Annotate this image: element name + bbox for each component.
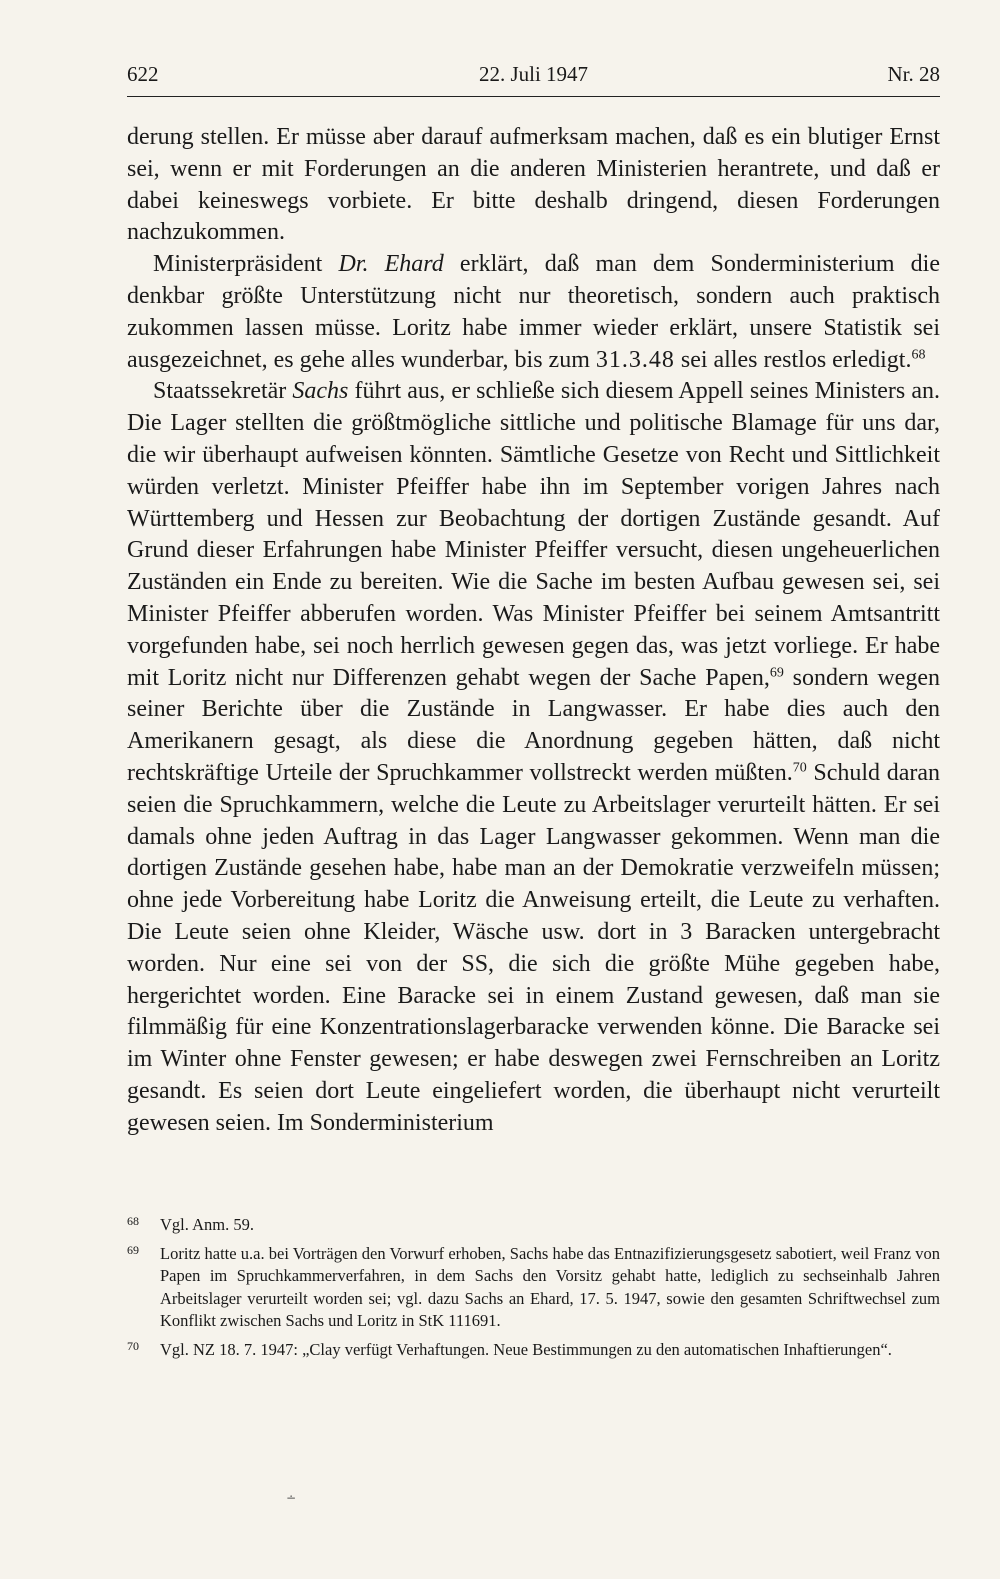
footnote (127, 1339, 940, 1362)
footnote-ref-69: 69 (769, 665, 784, 681)
paragraph-3-text-1: führt aus, er schließe sich diesem Appell seines Ministers an. Die Lager stellten die größtmögliche sittliche und politische Blamage für uns dar, die wir überhaupt aufweisen könnten. Sämtliche Gesetze von Recht und Sittlichkeit würden verletzt. Minister Pfeiffer habe ihn im September vorigen Jahres nach Württemberg und Hessen zur Beobachtung der dortigen Zustände gesandt. Auf Grund dieser Erfahrungen habe Minister Pfeiffer versucht, diesen ungeheuerlichen Zuständen ein Ende zu bereiten. Wie die Sache im besten Aufbau gewesen sei, sei Minister Pfeiffer abberufen worden. Was Minister Pfeiffer bei seinem Amtsantritt vorgefunden habe, sei noch herrlich gewesen gegen das, was jetzt vorliege. Er habe mit Loritz nicht nur Differenzen gehabt wegen der Sache Papen, (127, 378, 941, 691)
header-date: 22. Juli 1947 (478, 62, 589, 86)
paragraph-2-lead: Ministerpräsident (153, 251, 339, 278)
footnote-text: Vgl. NZ 18. 7. 1947: „Clay verfügt Verhaftungen. Neue Bestimmungen zu den automatischen Inhaftierungen“. (160, 1339, 892, 1359)
footnote-ref-70: 70 (792, 760, 807, 776)
date-reference: 31.3.48 (595, 346, 675, 373)
document-number: Nr. 28 (887, 62, 940, 86)
paragraph-2-end: sei alles restlos erledigt. (674, 346, 912, 373)
paragraph-3 (127, 376, 940, 1139)
footnote-ref-68: 68 (911, 347, 926, 363)
footnote-mark: 68 (127, 1214, 139, 1228)
footnotes (127, 1214, 940, 1367)
running-header (127, 62, 940, 92)
paragraph-1: derung stellen. Er müsse aber darauf aufmerksam machen, daß es ein blutiger Ernst sei, wenn er mit Forderungen an die anderen Ministerien herantrete, und daß er dabei keineswegs vorbiete. Er bitte deshalb dringend, diesen Forderungen nachzukommen. (127, 124, 940, 246)
paragraph-3-text-3: Schuld daran seien die Spruchkammern, welche die Leute zu Arbeitslager verurteilt hätten. Er sei damals ohne jeden Auftrag in das Lager Langwasser gekommen. Wenn man die dortigen Zustände gesehen habe, habe man an der Demokratie verzweifeln müssen; ohne jede Vorbereitung habe Loritz die Anweisung erteilt, die Leute zu verhaften. Die Leute seien ohne Kleider, Wäsche usw. dort in 3 Baracken untergebracht worden. Nur eine sei von der SS, die sich die größte Mühe gegeben habe, hergerichtet worden. Eine Baracke sei in einem Zustand gewesen, daß man sie filmmäßig für eine Konzentrationslagerbaracke verwenden könne. Die Baracke sei im Winter ohne Fenster gewesen; er habe deswegen zwei Fernschreiben an Loritz gesandt. Es seien dort Leute eingeliefert worden, die überhaupt nicht verurteilt gewesen seien. Im Sonderministerium (127, 759, 940, 1136)
speaker-name: Dr. Ehard (338, 251, 444, 278)
footnote-mark: 70 (127, 1338, 139, 1353)
header-rule (127, 96, 940, 97)
footnote-mark: 69 (127, 1242, 139, 1257)
main-text (127, 122, 940, 1140)
paragraph-3-text-2: sondern wegen seiner Berichte über die Zustände in Langwasser. Er habe dies auch den Amerikanern gesagt, als diese die Anordnung gegeben hätten, daß nicht rechtskräftige Urteile der Spruchkammer vollstreckt werden müßten. (127, 664, 940, 786)
footnote (127, 1214, 940, 1237)
footnote (127, 1243, 940, 1333)
footnote-text: Loritz hatte u.a. bei Vorträgen den Vorwurf erhoben, Sachs habe das Entnazifizierungsgesetz sabotiert, weil Franz von Papen im Spruchkammerverfahren, in dem Sachs den Vorsitz gehabt hatte, lediglich zu sechseinhalb Jahren Arbeitslager verurteilt worden sei; vgl. dazu Sachs an Ehard, 17. 5. 1947, sowie den gesamten Schriftwechsel zum Konflikt zwischen Sachs und Loritz in StK 111691. (160, 1243, 940, 1330)
print-speck: ∸ (286, 1491, 297, 1505)
speaker-name: Sachs (292, 378, 349, 405)
page-number: 622 (127, 62, 159, 86)
paragraph-3-lead: Staatssekretär (153, 378, 293, 405)
footnote-text: Vgl. Anm. 59. (160, 1215, 254, 1234)
paragraph-2-text: erklärt, daß man dem Sonderministerium die denkbar größte Unterstützung nicht nur theoretisch, sondern auch praktisch zukommen lassen müsse. Loritz habe immer wieder erklärt, unsere Statistik sei ausgezeichnet, es gehe alles wunderbar, bis zum (127, 251, 940, 373)
paragraph-2 (127, 249, 940, 376)
